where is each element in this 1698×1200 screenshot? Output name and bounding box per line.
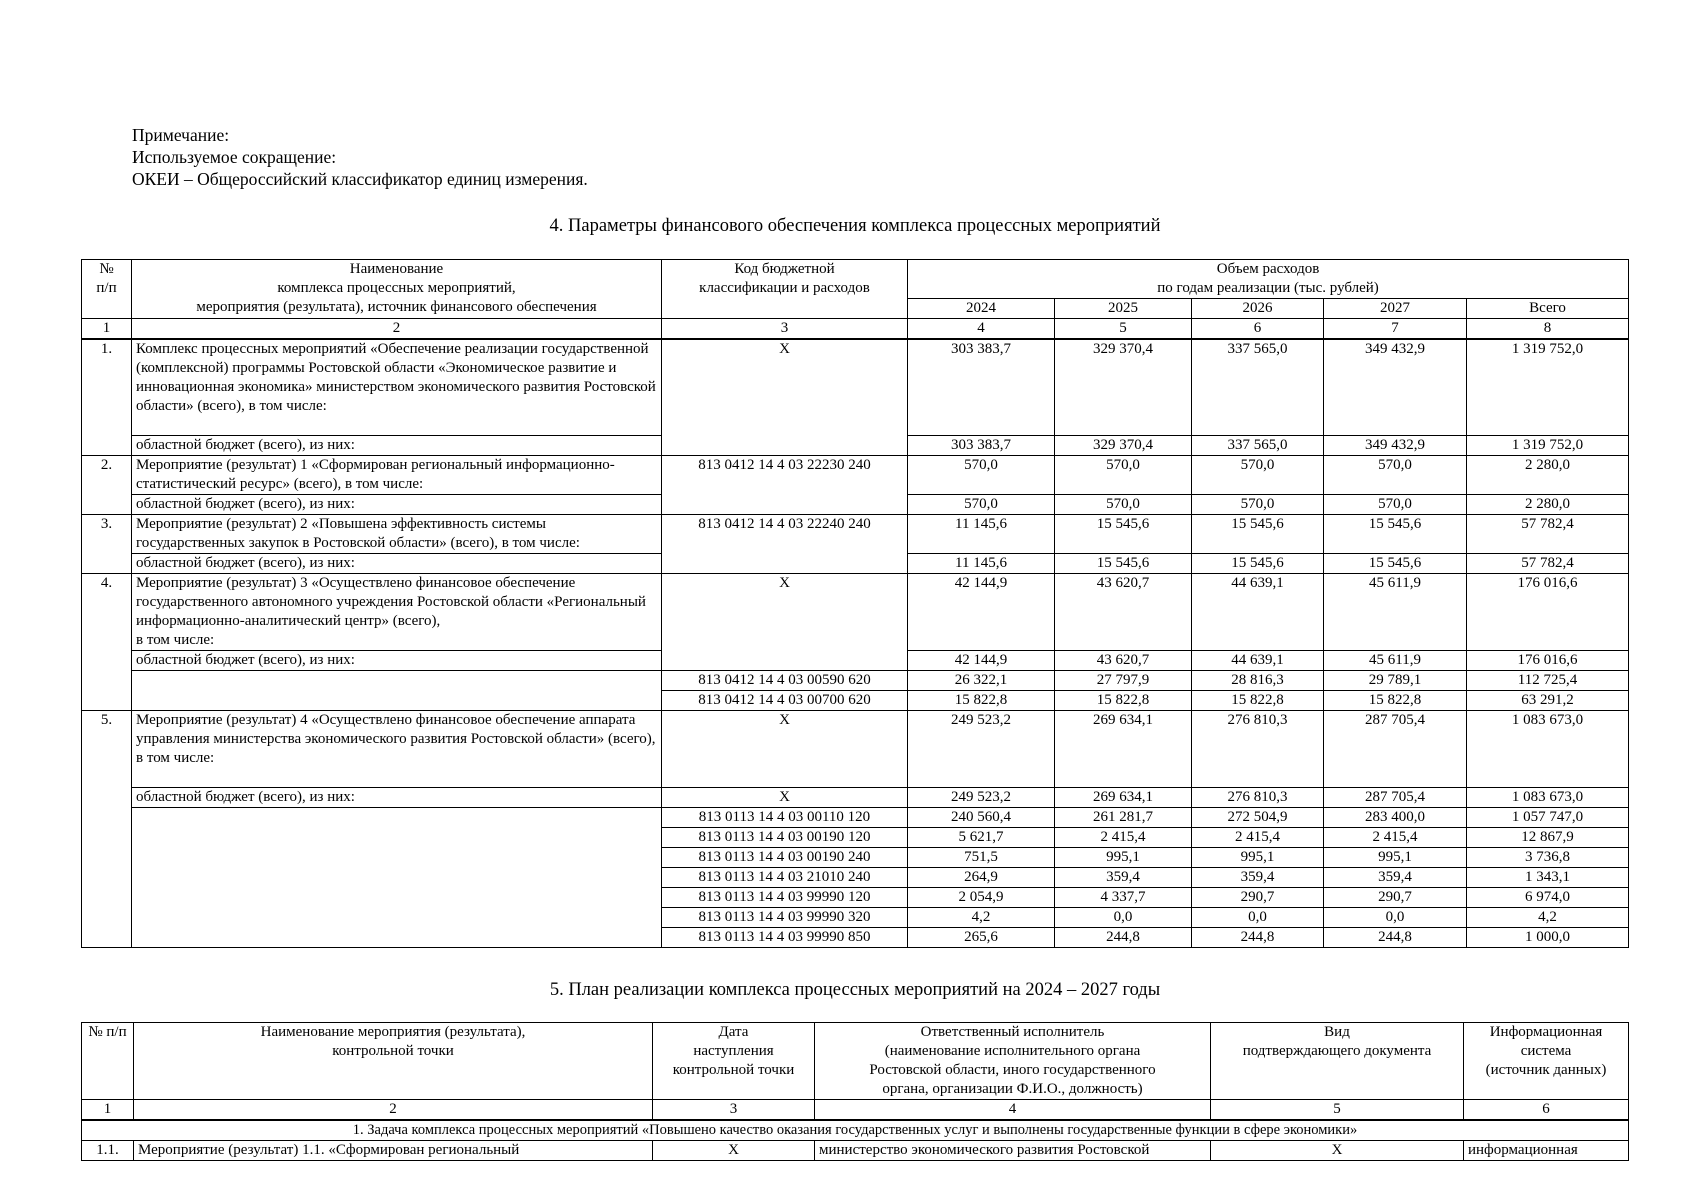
header-volume: Объем расходов по годам реализации (тыс. рублей) [908, 260, 1629, 299]
empty-cell [132, 808, 662, 948]
value-2025: 4 337,7 [1055, 888, 1192, 908]
value-2026: 995,1 [1192, 848, 1324, 868]
value-2025: 570,0 [1055, 495, 1192, 515]
value-2024: 570,0 [908, 456, 1055, 495]
value-2026: 244,8 [1192, 928, 1324, 948]
value-total: 57 782,4 [1467, 515, 1629, 554]
value-2026: 0,0 [1192, 908, 1324, 928]
colnum: 6 [1192, 319, 1324, 340]
note-title: Примечание: [132, 125, 230, 145]
table-row [82, 574, 1629, 651]
value-2027: 15 545,6 [1324, 554, 1467, 574]
value-2026: 276 810,3 [1192, 788, 1324, 808]
table-row [82, 456, 1629, 495]
value-2027: 283 400,0 [1324, 808, 1467, 828]
value-total: 1 343,1 [1467, 868, 1629, 888]
value-2027: 349 432,9 [1324, 339, 1467, 436]
section5-title: 5. План реализации комплекса процессных мероприятий на 2024 – 2027 годы [549, 980, 1161, 1000]
value-total: 4,2 [1467, 908, 1629, 928]
colnum: 6 [1464, 1100, 1629, 1121]
value-2024: 570,0 [908, 495, 1055, 515]
value-2027: 244,8 [1324, 928, 1467, 948]
value-2027: 0,0 [1324, 908, 1467, 928]
value-2024: 15 822,8 [908, 691, 1055, 711]
value-2024: 11 145,6 [908, 515, 1055, 554]
colnum: 3 [662, 319, 908, 340]
value-2024: 42 144,9 [908, 574, 1055, 651]
value-2025: 43 620,7 [1055, 574, 1192, 651]
colnum: 5 [1055, 319, 1192, 340]
row-code: 813 0113 14 4 03 00190 240 [662, 848, 908, 868]
value-2024: 751,5 [908, 848, 1055, 868]
colnum: 4 [908, 319, 1055, 340]
value-total: 176 016,6 [1467, 574, 1629, 651]
header-2025: 2025 [1055, 299, 1192, 319]
row-source: областной бюджет (всего), из них: [132, 651, 662, 671]
row-code: 813 0113 14 4 03 99990 850 [662, 928, 908, 948]
value-2026: 337 565,0 [1192, 339, 1324, 436]
row-num: 4. [82, 574, 132, 711]
value-2025: 15 545,6 [1055, 554, 1192, 574]
row-code: 813 0113 14 4 03 99990 120 [662, 888, 908, 908]
value-2024: 11 145,6 [908, 554, 1055, 574]
row-code: Х [662, 711, 908, 788]
value-2024: 264,9 [908, 868, 1055, 888]
value-2027: 570,0 [1324, 456, 1467, 495]
notes-block [132, 124, 588, 190]
colnum: 4 [815, 1100, 1211, 1121]
row-code: Х [662, 574, 908, 671]
section4-title: 4. Параметры финансового обеспечения комплекса процессных мероприятий [549, 216, 1161, 236]
value-2025: 43 620,7 [1055, 651, 1192, 671]
value-2024: 4,2 [908, 908, 1055, 928]
row-name: Мероприятие (результат) 1 «Сформирован региональный информационно-статистический ресурс» (всего), в том числе: [132, 456, 662, 495]
row-num: 5. [82, 711, 132, 948]
table-row [82, 711, 1629, 788]
value-2026: 272 504,9 [1192, 808, 1324, 828]
value-total: 2 280,0 [1467, 495, 1629, 515]
value-total: 112 725,4 [1467, 671, 1629, 691]
row-name: Мероприятие (результат) 4 «Осуществлено финансовое обеспечение аппарата управления министерства экономического развития Ростовской области» (всего), в том числе: [132, 711, 662, 788]
colnum: 8 [1467, 319, 1629, 340]
value-2027: 290,7 [1324, 888, 1467, 908]
plan-header-row [82, 1023, 1629, 1100]
value-2024: 5 621,7 [908, 828, 1055, 848]
row-code: 813 0113 14 4 03 00190 120 [662, 828, 908, 848]
header-info-system: Информационная система (источник данных) [1464, 1023, 1629, 1100]
row-code: 813 0412 14 4 03 00700 620 [662, 691, 908, 711]
empty-cell [132, 671, 662, 711]
table-row [82, 808, 1629, 828]
value-2026: 28 816,3 [1192, 671, 1324, 691]
row-code: 813 0113 14 4 03 99990 320 [662, 908, 908, 928]
row-name: Комплекс процессных мероприятий «Обеспечение реализации государственной (комплексной) программы Ростовской области «Экономическое развитие и инновационная экономика» министерством экономического развития Ростовской области» (всего), в том числе: [132, 339, 662, 436]
value-2027: 287 705,4 [1324, 788, 1467, 808]
value-2025: 15 545,6 [1055, 515, 1192, 554]
value-2026: 15 545,6 [1192, 515, 1324, 554]
value-2024: 42 144,9 [908, 651, 1055, 671]
value-2027: 29 789,1 [1324, 671, 1467, 691]
note-abbrev-label: Используемое сокращение: [132, 147, 337, 167]
row-name: Мероприятие (результат) 1.1. «Сформирован региональный [134, 1141, 653, 1161]
row-info-system: информационная [1464, 1141, 1629, 1161]
row-code: Х [662, 339, 908, 456]
row-num: 3. [82, 515, 132, 574]
row-code: 813 0113 14 4 03 21010 240 [662, 868, 908, 888]
row-name: Мероприятие (результат) 3 «Осуществлено финансовое обеспечение государственного автономного учреждения Ростовской области «Региональный информационно-аналитический центр» (всего), в том числе: [132, 574, 662, 651]
row-name: Мероприятие (результат) 2 «Повышена эффективность системы государственных закупок в Ростовской области» (всего), в том числе: [132, 515, 662, 554]
value-2024: 26 322,1 [908, 671, 1055, 691]
value-2025: 0,0 [1055, 908, 1192, 928]
value-2027: 359,4 [1324, 868, 1467, 888]
row-responsible: министерство экономического развития Ростовской [815, 1141, 1211, 1161]
value-total: 6 974,0 [1467, 888, 1629, 908]
value-2025: 269 634,1 [1055, 711, 1192, 788]
header-2026: 2026 [1192, 299, 1324, 319]
value-total: 2 280,0 [1467, 456, 1629, 495]
header-2027: 2027 [1324, 299, 1467, 319]
value-total: 63 291,2 [1467, 691, 1629, 711]
colnum: 1 [82, 1100, 134, 1121]
row-source: областной бюджет (всего), из них: [132, 436, 662, 456]
value-2026: 337 565,0 [1192, 436, 1324, 456]
row-num: 1.1. [82, 1141, 134, 1161]
value-2026: 359,4 [1192, 868, 1324, 888]
value-2025: 27 797,9 [1055, 671, 1192, 691]
colnum: 2 [134, 1100, 653, 1121]
value-total: 1 083 673,0 [1467, 788, 1629, 808]
table-row [82, 1141, 1629, 1161]
value-2027: 349 432,9 [1324, 436, 1467, 456]
value-2026: 570,0 [1192, 456, 1324, 495]
value-2024: 249 523,2 [908, 711, 1055, 788]
colnum: 2 [132, 319, 662, 340]
header-num: № п/п [82, 260, 132, 319]
value-total: 1 083 673,0 [1467, 711, 1629, 788]
value-total: 1 000,0 [1467, 928, 1629, 948]
row-document: Х [1211, 1141, 1464, 1161]
value-2025: 329 370,4 [1055, 436, 1192, 456]
colnum: 7 [1324, 319, 1467, 340]
value-2026: 570,0 [1192, 495, 1324, 515]
value-2027: 570,0 [1324, 495, 1467, 515]
value-2025: 261 281,7 [1055, 808, 1192, 828]
row-source: областной бюджет (всего), из них: [132, 788, 662, 808]
header-num: № п/п [82, 1023, 134, 1100]
value-2026: 276 810,3 [1192, 711, 1324, 788]
colnum: 3 [653, 1100, 815, 1121]
value-2026: 44 639,1 [1192, 574, 1324, 651]
plan-colnum-row [82, 1100, 1629, 1121]
value-2025: 995,1 [1055, 848, 1192, 868]
value-2027: 995,1 [1324, 848, 1467, 868]
value-2027: 15 822,8 [1324, 691, 1467, 711]
value-2025: 329 370,4 [1055, 339, 1192, 436]
value-2025: 269 634,1 [1055, 788, 1192, 808]
task-title: 1. Задача комплекса процессных мероприятий «Повышено качество оказания государственных услуг и выполнены государственные функции в сфере экономики» [82, 1120, 1629, 1141]
value-2024: 2 054,9 [908, 888, 1055, 908]
table-row [82, 515, 1629, 554]
value-total: 1 319 752,0 [1467, 339, 1629, 436]
row-date: Х [653, 1141, 815, 1161]
task-row [82, 1120, 1629, 1141]
value-2027: 15 545,6 [1324, 515, 1467, 554]
value-total: 1 057 747,0 [1467, 808, 1629, 828]
value-2024: 265,6 [908, 928, 1055, 948]
row-source: областной бюджет (всего), из них: [132, 554, 662, 574]
value-2025: 359,4 [1055, 868, 1192, 888]
row-code: Х [662, 788, 908, 808]
value-2026: 44 639,1 [1192, 651, 1324, 671]
value-total: 176 016,6 [1467, 651, 1629, 671]
table-row [82, 671, 1629, 691]
header-2024: 2024 [908, 299, 1055, 319]
header-name: Наименование комплекса процессных мероприятий, мероприятия (результата), источник финансового обеспечения [132, 260, 662, 319]
value-total: 3 736,8 [1467, 848, 1629, 868]
value-2024: 240 560,4 [908, 808, 1055, 828]
value-2025: 570,0 [1055, 456, 1192, 495]
value-2027: 287 705,4 [1324, 711, 1467, 788]
row-code: 813 0412 14 4 03 22240 240 [662, 515, 908, 574]
row-code: 813 0412 14 4 03 22230 240 [662, 456, 908, 515]
row-code: 813 0412 14 4 03 00590 620 [662, 671, 908, 691]
row-num: 1. [82, 339, 132, 456]
value-2024: 303 383,7 [908, 436, 1055, 456]
row-code: 813 0113 14 4 03 00110 120 [662, 808, 908, 828]
value-2027: 45 611,9 [1324, 574, 1467, 651]
header-name: Наименование мероприятия (результата), контрольной точки [134, 1023, 653, 1100]
colnum: 5 [1211, 1100, 1464, 1121]
value-2027: 45 611,9 [1324, 651, 1467, 671]
value-total: 12 867,9 [1467, 828, 1629, 848]
row-source: областной бюджет (всего), из них: [132, 495, 662, 515]
value-2025: 244,8 [1055, 928, 1192, 948]
header-code: Код бюджетной классификации и расходов [662, 260, 908, 319]
value-2026: 290,7 [1192, 888, 1324, 908]
value-total: 57 782,4 [1467, 554, 1629, 574]
colnum: 1 [82, 319, 132, 340]
header-document: Вид подтверждающего документа [1211, 1023, 1464, 1100]
plan-table [81, 1022, 1629, 1161]
header-responsible: Ответственный исполнитель (наименование исполнительного органа Ростовской области, иного государственного органа, организации Ф.И.О., должность) [815, 1023, 1211, 1100]
value-2026: 2 415,4 [1192, 828, 1324, 848]
value-2026: 15 822,8 [1192, 691, 1324, 711]
header-total: Всего [1467, 299, 1629, 319]
table-row [82, 788, 1629, 808]
note-abbrev-okei: ОКЕИ – Общероссийский классификатор единиц измерения. [132, 169, 588, 189]
value-2025: 2 415,4 [1055, 828, 1192, 848]
finance-table [81, 259, 1629, 948]
value-2025: 15 822,8 [1055, 691, 1192, 711]
finance-header-row [82, 260, 1629, 299]
value-2026: 15 545,6 [1192, 554, 1324, 574]
table-row [82, 339, 1629, 436]
value-2027: 2 415,4 [1324, 828, 1467, 848]
value-total: 1 319 752,0 [1467, 436, 1629, 456]
row-num: 2. [82, 456, 132, 515]
header-date: Дата наступления контрольной точки [653, 1023, 815, 1100]
value-2024: 303 383,7 [908, 339, 1055, 436]
value-2024: 249 523,2 [908, 788, 1055, 808]
finance-colnum-row [82, 319, 1629, 340]
